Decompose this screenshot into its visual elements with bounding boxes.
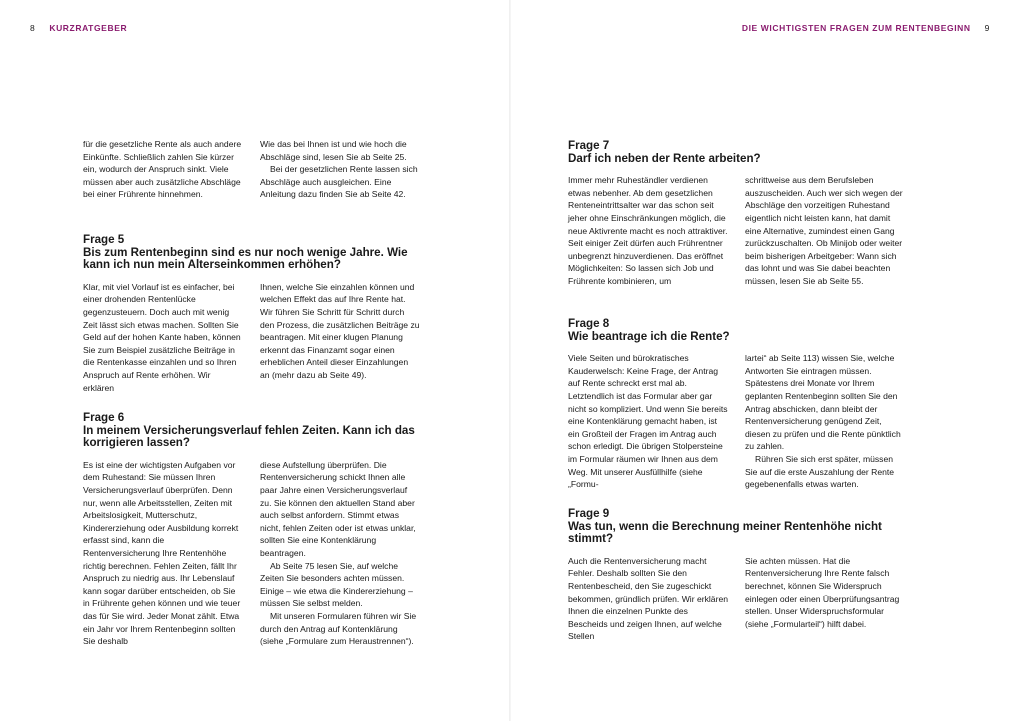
paragraph: lartei“ ab Seite 113) wissen Sie, welche Antworten Sie eintragen müssen. Spätestens drei Monate vor Ihrem geplanten Rentenbeginn sollten Sie den Antrag abschicken, dann bleibt der Rentenversicherung genügend Zeit, diesen zu prüfen und die Rente pünktlich zu zahlen. — [745, 353, 901, 452]
question-columns — [568, 352, 908, 491]
page-gutter — [509, 0, 511, 721]
right-page-number: 9 — [984, 23, 990, 33]
paragraph: Immer mehr Ruheständler verdienen etwas nebenher. Ab dem gesetzlichen Renteneintrittsalter war das schon seit jeher ohne Einschränkungen möglich, die neue Aktivrente macht es noch attraktiver. Seit einiger Zeit dürfen auch Frührentner unbegrenzt hinzuverdienen. Das eröffnet Möglichkeiten: So lassen sich Job und Frührente kombinieren, um — [568, 175, 728, 286]
question-7-section — [568, 140, 908, 288]
text-column-left — [568, 555, 728, 643]
paragraph: Bei der gesetzlichen Rente lassen sich Abschläge auch ausgleichen. Eine Anleitung dazu finden Sie ab Seite 42. — [260, 164, 418, 200]
text-column-left — [568, 174, 728, 287]
left-page-header — [30, 23, 127, 33]
question-heading — [83, 412, 423, 450]
paragraph: Rühren Sie sich erst später, müssen Sie auf die erste Auszahlung der Rente gegebenenfalls etwas warten. — [745, 453, 895, 490]
question-heading — [568, 508, 908, 546]
paragraph: diese Aufstellung überprüfen. Die Rentenversicherung schickt Ihnen alle paar Jahre einen Versicherungsverlauf zu. Sie können den aktuellen Stand aber auch selbst anfordern. Stimmt etwas nicht, fehlen Zeiten oder ist etwas unklar, sollten Sie eine Kontenklärung beantragen. — [260, 459, 416, 558]
paragraph: Mit unseren Formularen führen wir Sie durch den Antrag auf Kontenklärung (siehe „Formulare zum Heraustrennen“). — [260, 610, 417, 647]
text-column-right — [260, 459, 420, 648]
question-columns — [83, 459, 423, 648]
question-6-section — [83, 412, 423, 648]
intro-columns — [83, 138, 420, 201]
question-columns — [83, 281, 423, 394]
question-heading — [83, 234, 423, 272]
question-label: Frage 5 — [83, 233, 125, 246]
text-column-left — [83, 138, 243, 201]
paragraph: Es ist eine der wichtigsten Aufgaben vor dem Ruhestand: Sie müssen Ihren Versicherungsverlauf überprüfen. Denn nur, wenn alle Arbeitsstellen, Zeiten mit Arbeitslosigkeit, Mutterschutz, Kindererziehung oder Ausbildung korrekt erfasst sind, kann die Rentenversicherung Ihre Rentenhöhe richtig berechnen. Fehlen Zeiten, fällt Ihr Anspruch zu niedrig aus. Ihr Lebenslauf kann sogar darüber entscheiden, ob Sie in Frührente gehen können und wie teuer das für Sie wird. Jeder Monat zählt. Etwa ein Jahr vor Ihrem Rentenbeginn sollten Sie deshalb — [83, 459, 241, 647]
right-running-title: DIE WICHTIGSTEN FRAGEN ZUM RENTENBEGINN — [741, 23, 971, 33]
question-title: Bis zum Rentenbeginn sind es nur noch wenige Jahre. Wie kann ich nun mein Alterseinkommen erhöhen? — [83, 245, 408, 272]
paragraph: Wie das bei Ihnen ist und wie hoch die Abschläge sind, lesen Sie ab Seite 25. — [260, 139, 407, 162]
text-column-right — [745, 555, 905, 643]
paragraph: Viele Seiten und bürokratisches Kauderwelsch: Keine Frage, der Antrag auf Rente schreckt erst mal ab. Letztendlich ist das Formular aber gar nicht so kompliziert. Und wenn Sie bereits eine Kontenklärung gemacht haben, ist ein Großteil der Fragen im Antrag auch schon erledigt. Die übrigen Stolpersteine im Formular räumen wir Ihnen aus dem Weg. Mit unserer Ausfüllhilfe (siehe „Formu- — [568, 353, 728, 490]
left-running-title: KURZRATGEBER — [49, 23, 128, 33]
text-column-right — [745, 352, 905, 491]
paragraph: Auch die Rentenversicherung macht Fehler. Deshalb sollten Sie den Rentenbescheid, den Sie zugeschickt bekommen, gründlich prüfen. Wir erklären Ihnen die einzelnen Punkte des Bescheids und zeigen Ihnen, auf welche Stellen — [568, 555, 729, 642]
paragraph: Ihnen, welche Sie einzahlen können und welchen Effekt das auf Ihre Rente hat. Wir führen Sie Schritt für Schritt durch den Prozess, die zusätzlichen Beiträge zu beantragen. Mit einer klugen Planung erkennt das Finanzamt sogar einen erheblichen Anteil dieser Einzahlungen an (mehr dazu ab Seite 49). — [260, 281, 420, 380]
right-page-header — [742, 23, 990, 33]
question-9-section — [568, 508, 908, 643]
text-column-right — [260, 138, 420, 201]
question-heading — [568, 140, 908, 165]
text-column-right — [745, 174, 905, 287]
question-title: Darf ich neben der Rente arbeiten? — [568, 151, 761, 165]
question-title: Was tun, wenn die Berechnung meiner Rentenhöhe nicht stimmt? — [568, 519, 882, 546]
question-label: Frage 8 — [568, 317, 610, 330]
paragraph: Ab Seite 75 lesen Sie, auf welche Zeiten Sie besonders achten müssen. Einige – wie etwa die Kindererziehung – müssen Sie selbst melden. — [260, 560, 413, 609]
question-label: Frage 9 — [568, 507, 610, 520]
question-8-section — [568, 318, 908, 491]
question-label: Frage 7 — [568, 139, 610, 152]
paragraph: schrittweise aus dem Berufsleben auszuscheiden. Auch wer sich wegen der Abschläge den vorzeitigen Ruhestand eigentlich nicht leisten kann, hat damit eine Alternative, zumindest einen Gang zurückzuschalten. Ob Minijob oder weiter beim bisherigen Arbeitgeber: Wann sich das lohnt und was Sie dabei beachten müssen, lesen Sie ab Seite 55. — [745, 175, 903, 286]
question-label: Frage 6 — [83, 411, 125, 424]
paragraph: Sie achten müssen. Hat die Rentenversicherung Ihre Rente falsch berechnet, können Sie Widerspruch einlegen oder einen Überprüfungsantrag stellen. Unser Widerspruchsformular (siehe „Formularteil“) hilft dabei. — [745, 555, 900, 629]
question-title: In meinem Versicherungsverlauf fehlen Zeiten. Kann ich das korrigieren lassen? — [83, 423, 415, 450]
question-heading — [568, 318, 908, 343]
text-column-left — [83, 281, 243, 394]
paragraph: Klar, mit viel Vorlauf ist es einfacher, bei einer drohenden Rentenlücke gegenzusteuern. Doch auch mit wenig Zeit lässt sich etwas machen. Sollten Sie Geld auf der hohen Kante haben, können Sie zum Beispiel zusätzliche Beiträge in die Rentenkasse einzahlen und so Ihren Anspruch auf Rente erhöhen. Wir erklären — [83, 281, 241, 393]
text-column-left — [568, 352, 728, 491]
question-columns — [568, 174, 908, 287]
question-title: Wie beantrage ich die Rente? — [568, 329, 730, 343]
intro-section — [83, 138, 420, 201]
paragraph: für die gesetzliche Rente als auch andere Einkünfte. Schließlich zahlen Sie kürzer ein, wodurch der Anspruch sinkt. Viele müssen aber auch zusätzliche Abschläge bei einer Frührente hinnehmen. — [83, 139, 242, 200]
left-page-number: 8 — [30, 23, 36, 33]
question-5-section — [83, 234, 423, 394]
question-columns — [568, 555, 908, 643]
text-column-left — [83, 459, 243, 648]
text-column-right — [260, 281, 420, 394]
